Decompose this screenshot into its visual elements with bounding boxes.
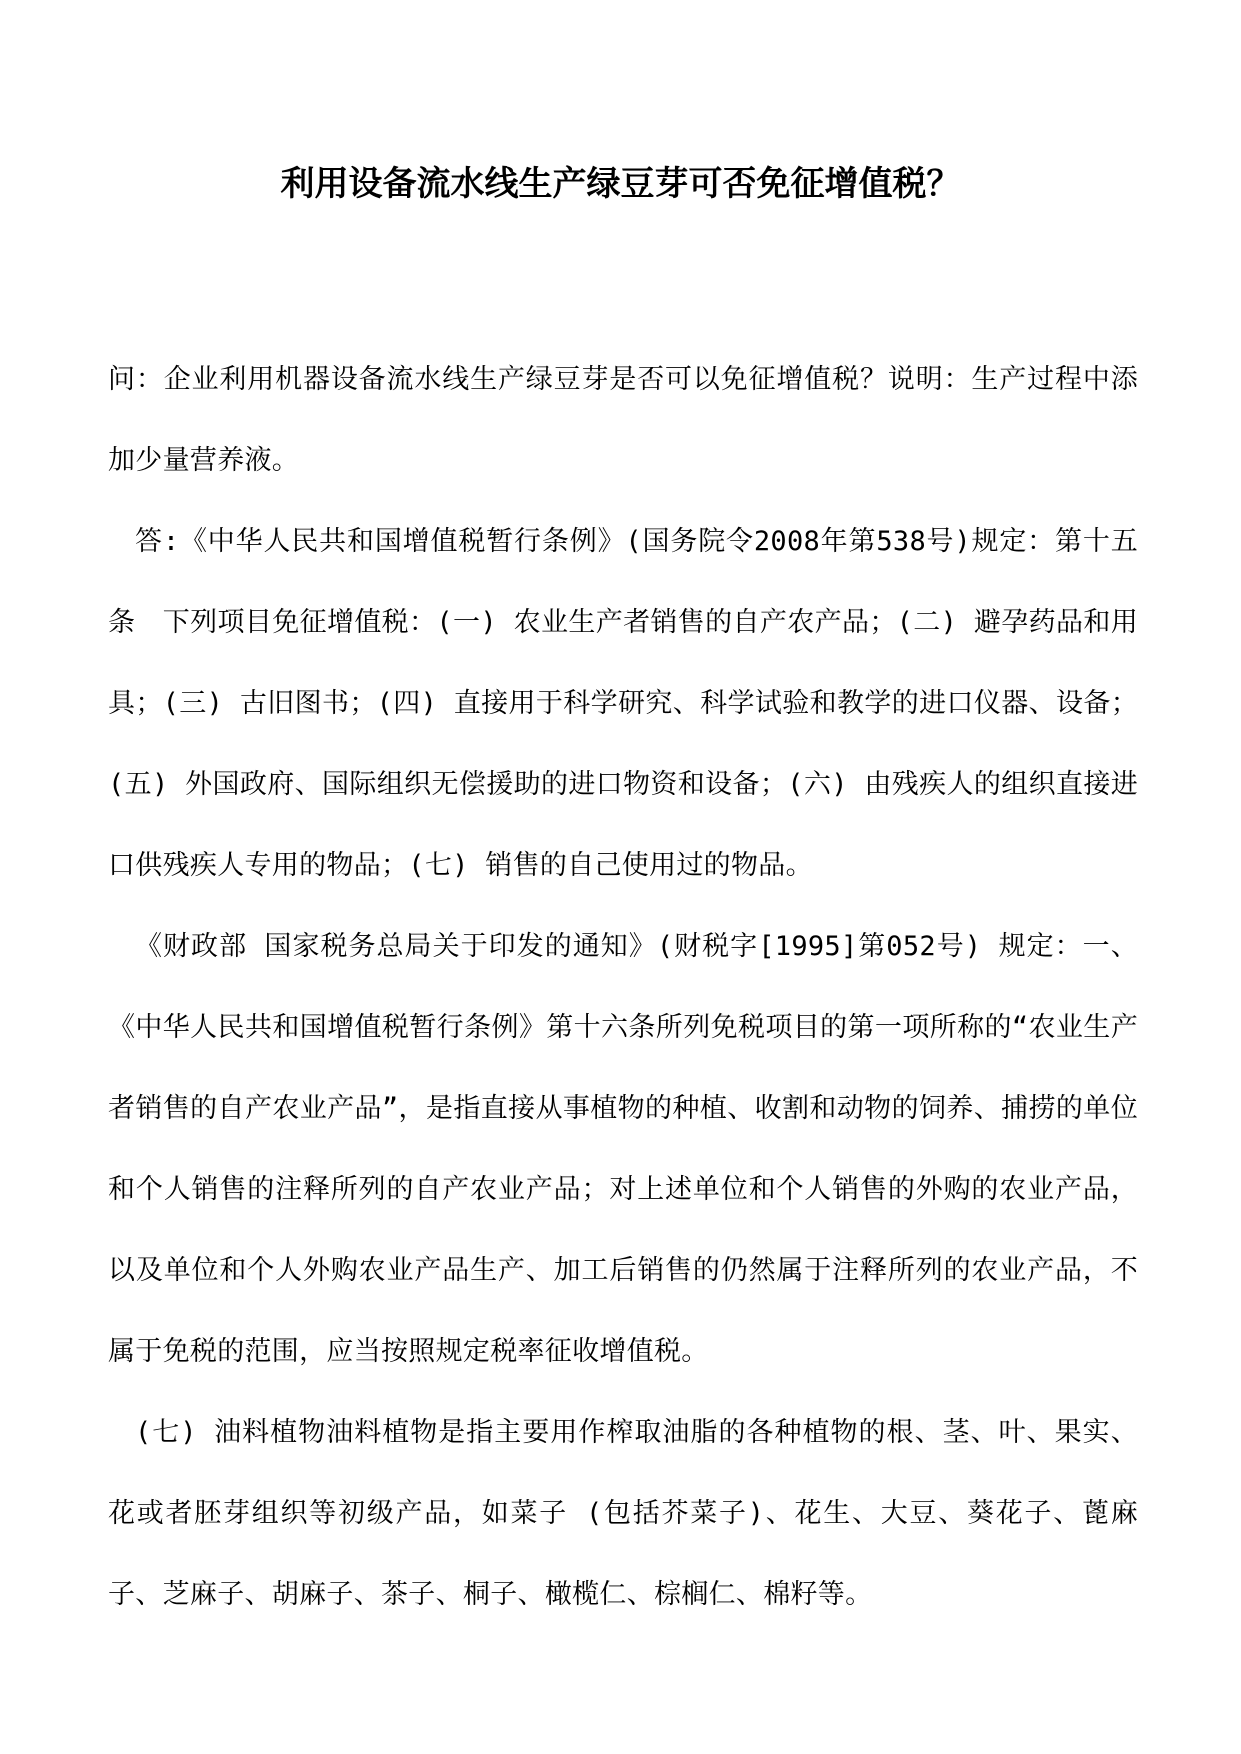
paragraph-question: 问：企业利用机器设备流水线生产绿豆芽是否可以免征增值税？说明：生产过程中添加少量营养液。 — [108, 364, 1138, 476]
paragraph-oil-plants: (七) 油料植物油料植物是指主要用作榨取油脂的各种植物的根、茎、叶、果实、花或者胚芽组织等初级产品，如菜子 (包括芥菜子)、花生、大豆、葵花子、蓖麻子、芝麻子、胡麻子、茶子、桐子、橄榄仁、棕榈仁、棉籽等。 — [108, 1417, 1138, 1610]
document-body — [108, 339, 1138, 1635]
document-title: 利用设备流水线生产绿豆芽可否免征增值税？ — [280, 164, 961, 204]
paragraph-answer: 答:《中华人民共和国增值税暂行条例》(国务院令2008年第538号)规定：第十五条 下列项目免征增值税：(一) 农业生产者销售的自产农产品；(二) 避孕药品和用具；(三) 古旧图书；(四) 直接用于科学研究、科学试验和教学的进口仪器、设备；(五) 外国政府、国际组织无偿援助的进口物资和设备；(六) 由残疾人的组织直接进口供残疾人专用的物品；(七) 销售的自己使用过的物品。 — [108, 526, 1138, 881]
paragraph-notice: 《财政部 国家税务总局关于印发的通知》(财税字[1995]第052号) 规定：一、《中华人民共和国增值税暂行条例》第十六条所列免税项目的第一项所称的“农业生产者销售的自产农业产品”，是指直接从事植物的种植、收割和动物的饲养、捕捞的单位和个人销售的注释所列的自产农业产品；对上述单位和个人销售的外购的农业产品，以及单位和个人外购农业产品生产、加工后销售的仍然属于注释所列的农业产品，不属于免税的范围，应当按照规定税率征收增值税。 — [108, 931, 1138, 1367]
